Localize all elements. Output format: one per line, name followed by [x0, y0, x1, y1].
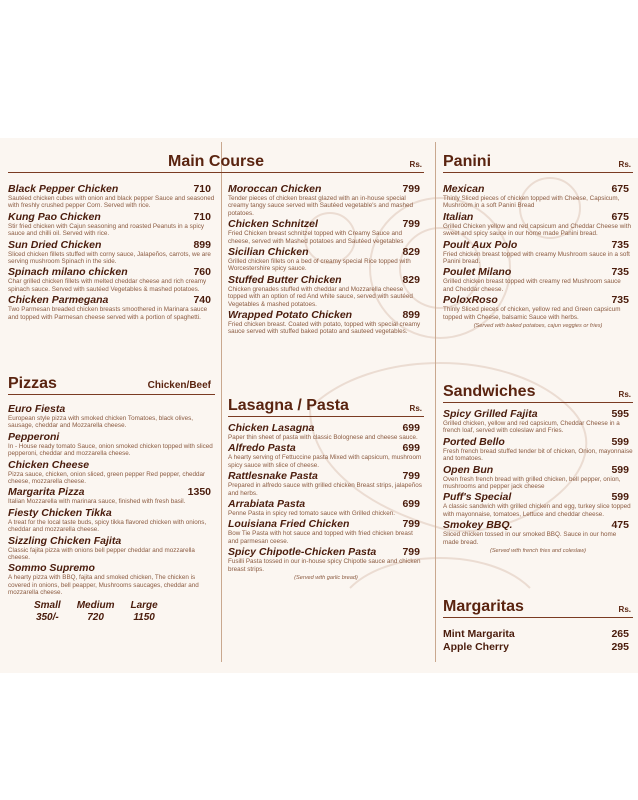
item-name: Pepperoni — [8, 430, 60, 443]
item-price: 710 — [193, 210, 211, 223]
item-description: Two Parmesan breaded chicken breasts smoothered in Marinara sauce and topped with Parmesan cheese served with a portion of spaghetti. — [8, 306, 208, 321]
item-description: Grilled chicken fillets on a bed of creamy special Rice topped with Worcestershire spicy sauce. — [228, 258, 411, 273]
sandwiches-list — [443, 408, 633, 554]
item-price: 295 — [611, 641, 629, 653]
item-name: Sun Dried Chicken — [8, 238, 102, 251]
item-description: Paper thin sheet of pasta with classic Bolognese and cheese sauce. — [228, 434, 418, 441]
item-name: Euro Fiesta — [8, 403, 66, 415]
item-description: Classic fajita pizza with onions bell pepper cheddar and mozzarella cheese. — [8, 546, 195, 562]
menu-item — [228, 422, 424, 441]
menu-item — [443, 408, 633, 435]
main-course-left — [8, 183, 215, 322]
item-price: 735 — [611, 266, 629, 279]
item-name: Black Pepper Chicken — [8, 183, 119, 195]
margaritas-list — [443, 628, 633, 654]
pizza-size — [34, 600, 61, 624]
item-description: A treat for the local taste buds, spicy tikka flavored chicken with onions, cheddar and mozzarella cheese. — [8, 518, 207, 534]
menu-item — [443, 436, 633, 463]
size-label: Medium — [76, 599, 115, 611]
menu-item — [228, 183, 424, 217]
item-description: A hearty pizza with BBQ, fajita and smoked chicken, The chicken is covered in onions, bell peapper, Mushrooms saucages, cheddar and mozzarella cheese. — [8, 574, 199, 597]
item-name: Italian — [443, 210, 474, 223]
item-price: 735 — [611, 294, 629, 307]
item-name: Mexican — [443, 183, 485, 195]
item-name: Spicy Grilled Fajita — [443, 408, 538, 420]
item-description: Prepared in alfredo sauce with grilled chicken Breast strips, jalapeños and herbs. — [228, 482, 422, 497]
menu-item — [443, 628, 633, 640]
menu-item — [443, 239, 633, 266]
item-name: Puff's Special — [443, 491, 512, 504]
item-description: Grilled Chicken yellow and red capsicum and Cheddar Cheese with sweet and spicy sauce in our home made Panini bread. — [443, 222, 631, 238]
margaritas-title: Margaritas — [443, 598, 524, 615]
item-name: Moroccan Chicken — [228, 183, 322, 195]
menu-item — [8, 459, 215, 486]
item-name: Chicken Schnitzel — [228, 218, 318, 231]
item-description: Thinly Sliced pieces of chicken topped with Cheese, Capsicum, Mushroom in a soft Panini Bread — [443, 195, 620, 210]
main-course-right — [228, 183, 424, 337]
lasagna-title: Lasagna / Pasta — [228, 397, 349, 414]
panini-currency: Rs. — [618, 160, 631, 169]
pizzas-title: Pizzas — [8, 375, 57, 392]
panini-header — [443, 148, 633, 173]
item-description: Stir fried chicken with Cajun seasoning and roasted Peanuts in a spicy sauce and chilli oil. Served with rice. — [8, 222, 205, 238]
menu-item — [8, 431, 215, 458]
item-name: Rattlesnake Pasta — [228, 470, 318, 483]
pizza-size — [77, 600, 115, 624]
item-description: Oven fresh french bread with grilled chicken, bell pepper, onion, mushrooms and pepper jack cheese — [443, 475, 621, 491]
item-description: Fried Chicken breast schnitzel topped with Creamy Sauce and cheese, served with Mashed potatoes and Sautéed vegetables — [228, 230, 404, 245]
lasagna-currency: Rs. — [409, 404, 422, 413]
menu-item — [8, 294, 215, 321]
item-name: Kung Pao Chicken — [8, 210, 101, 223]
item-name: Poulet Milano — [443, 266, 512, 279]
menu-item — [8, 507, 215, 534]
item-name: Spinach milano chicken — [8, 266, 128, 279]
item-price: 829 — [402, 246, 420, 259]
item-description: European style pizza with smoked chicken Tomatoes, black olives, sausage, cheddar and Mozzarella cheese. — [8, 415, 194, 430]
panini-list — [443, 183, 633, 329]
item-price: 599 — [611, 463, 629, 476]
item-price: 699 — [402, 498, 420, 511]
item-price: 710 — [193, 183, 211, 195]
menu-item — [443, 294, 633, 321]
item-description: Fried chicken breast topped with creamy Mushroom sauce in a soft Panini bread. — [443, 250, 630, 266]
menu-item — [443, 266, 633, 293]
item-price: 829 — [402, 273, 420, 286]
lasagna-header — [228, 392, 424, 417]
item-description: In - House ready tomato Sauce, onion smoked chicken topped with sliced pepperoni, cheddar and mozzarella cheese. — [8, 442, 213, 458]
item-name: Ported Bello — [443, 435, 505, 448]
item-price: 799 — [402, 183, 420, 195]
menu-item — [8, 211, 215, 238]
menu-item — [228, 309, 424, 336]
sandwiches-title: Sandwiches — [443, 383, 536, 400]
item-name: Spicy Chipotle-Chicken Pasta — [228, 546, 377, 559]
pizzas-header — [8, 370, 215, 395]
main-course-header — [8, 148, 424, 173]
item-description: Thinly Sliced pieces of chicken, yellow red and Green capsicum topped with Cheese, balsamic Sauce with herbs. — [443, 306, 621, 321]
menu-item — [443, 519, 633, 546]
menu-item — [228, 470, 424, 497]
item-name: Open Bun — [443, 463, 494, 476]
menu-item — [228, 246, 424, 273]
item-price: 675 — [611, 183, 629, 195]
menu-item — [8, 403, 215, 430]
item-name: Stuffed Butter Chicken — [228, 273, 342, 286]
menu-item — [8, 535, 215, 562]
item-name: Louisiana Fried Chicken — [228, 518, 350, 531]
margaritas-header — [443, 593, 633, 618]
item-price: 699 — [402, 422, 420, 434]
item-price: 799 — [402, 518, 420, 531]
serving-note: (Served with garlic bread) — [294, 575, 358, 582]
panini-title: Panini — [443, 153, 492, 170]
item-description: Italian Mozzarella with marinara sauce, finished with fresh basil. — [8, 498, 186, 506]
item-name: Apple Cherry — [443, 641, 509, 653]
serving-note: (Served with baked potatoes, cajun veggies or fries) — [473, 323, 603, 330]
pizza-size — [130, 600, 157, 624]
item-description: Fresh french bread stuffed tender bit of chicken, Onion, mayonnaise and tomatoes. — [443, 447, 633, 463]
menu-item — [443, 464, 633, 491]
item-price: 475 — [611, 519, 629, 532]
menu-sheet — [0, 138, 638, 673]
item-price: 760 — [193, 266, 211, 279]
item-description: Grilled chicken, yellow and red capsicum, Cheddar Cheese in a french loaf, served with coleslaw and Fries. — [443, 420, 620, 435]
item-name: Chicken Cheese — [8, 458, 90, 471]
size-label: Large — [130, 599, 158, 611]
item-price: 595 — [611, 408, 629, 420]
menu-item — [8, 562, 215, 596]
item-description: Sliced chicken tossed in our smoked BBQ. Sauce in our home made bread. — [443, 531, 617, 546]
menu-item — [228, 518, 424, 545]
menu-item — [8, 239, 215, 266]
item-description: Fusilli Pasta tossed in our in-house spicy Chipotle sauce and chicken breast strips. — [228, 558, 421, 573]
menu-item — [443, 641, 633, 653]
column-divider — [435, 142, 436, 662]
size-price: 720 — [87, 611, 104, 623]
item-name: Mint Margarita — [443, 628, 515, 640]
item-name: Wrapped Potato Chicken — [228, 309, 353, 322]
main-course-currency: Rs. — [409, 160, 422, 169]
item-name: PoloxRoso — [443, 294, 498, 307]
item-price: 799 — [402, 546, 420, 559]
menu-item — [8, 266, 215, 293]
item-description: Tender pieces of chicken breast glazed with an in-house special creamy tangy sauce served with Sautéed vegetable's and mashed potatoes. — [228, 195, 413, 217]
item-description: Pizza sauce, chicken, onion sliced, green pepper Red pepper, cheddar cheese, mozzarella cheese. — [8, 470, 206, 486]
item-name: Chicken Parmegana — [8, 294, 109, 307]
item-name: Poult Aux Polo — [443, 238, 518, 251]
item-price: 599 — [611, 435, 629, 448]
lasagna-list — [228, 422, 424, 581]
item-name: Fiesty Chicken Tikka — [8, 506, 112, 519]
item-name: Sizzling Chicken Fajita — [8, 534, 122, 547]
menu-item — [443, 183, 633, 210]
size-price: 1150 — [133, 611, 155, 623]
item-price: 699 — [402, 442, 420, 455]
pizzas-type-label: Chicken/Beef — [147, 380, 211, 391]
item-description: A classic sandwich with grilled chicken and egg, turkey slice topped with mayonnaise, tomatoes, Lettuce and cheddar cheese. — [443, 503, 631, 518]
sandwiches-currency: Rs. — [618, 390, 631, 399]
item-description: Char grilled chicken fillets with melted cheddar cheese and rich creamy spinach sauce. Served with sautéed Vegetables & mashed potatoes. — [8, 278, 207, 293]
item-price: 740 — [193, 294, 211, 307]
item-name: Sommo Supremo — [8, 562, 95, 575]
sandwiches-header — [443, 378, 633, 403]
item-name: Alfredo Pasta — [228, 442, 296, 455]
item-price: 899 — [193, 238, 211, 251]
margaritas-currency: Rs. — [618, 605, 631, 614]
menu-item — [228, 274, 424, 308]
item-name: Smokey BBQ. — [443, 519, 513, 532]
menu-item — [228, 218, 424, 245]
item-description: Bow Tie Pasta with hot sauce and topped with fried chicken breast and parmesan ceese. — [228, 530, 413, 545]
item-name: Chicken Lasagna — [228, 422, 315, 434]
menu-item — [443, 491, 633, 518]
menu-item — [228, 442, 424, 469]
menu-item — [443, 211, 633, 238]
main-course-title: Main Course — [168, 153, 265, 170]
size-label: Small — [34, 599, 61, 611]
item-price: 675 — [611, 210, 629, 223]
item-description: Sliced chicken fillets stuffed with corny sauce, Jalapeños, carrots, we are serving mushroom Spinach in the side. — [8, 250, 211, 266]
pizza-sizes — [8, 600, 215, 624]
pizzas-list — [8, 403, 215, 624]
menu-item — [8, 183, 215, 210]
item-name: Arrabiata Pasta — [228, 498, 306, 511]
item-price: 265 — [611, 628, 629, 640]
item-description: Grilled chicken breast topped with creamy red Mushroom sauce and Cheddar cheese. — [443, 278, 621, 293]
menu-item — [8, 486, 215, 505]
item-description: Sautéed chicken cubes with onion and black pepper Sauce and seasoned with freshly crushed pepper Corn. Served with rice. — [8, 195, 215, 210]
item-price: 799 — [402, 218, 420, 231]
menu-item — [228, 546, 424, 573]
menu-item — [228, 498, 424, 517]
item-price: 799 — [402, 470, 420, 483]
item-description: Penne Pasta in spicy red tomato sauce with Grilled chicken. — [228, 510, 395, 518]
item-price: 899 — [402, 309, 420, 322]
item-description: A hearty serving of Fettuccine pasta Mixed with capsicum, mushroom spicy sauce with slice of cheese. — [228, 454, 422, 469]
item-price: 735 — [611, 238, 629, 251]
column-divider — [221, 142, 222, 662]
serving-note: (Served with french fries and coleslaw) — [489, 548, 587, 555]
item-price: 599 — [611, 491, 629, 504]
item-description: Chicken grenades stuffed with cheddar and Mozzarella cheese topped with an option of red And white sauce, served with sautéed Vegetables & mashed potatoes. — [228, 285, 413, 308]
size-price: 350/- — [35, 611, 59, 623]
item-description: Fried chicken breast. Coated with potato, topped with special creamy sauce served with stuffed baked potato and sauteed vegetables. — [228, 321, 421, 336]
item-name: Margarita Pizza — [8, 486, 85, 499]
item-name: Sicilian Chicken — [228, 246, 309, 259]
item-price: 1350 — [187, 486, 211, 499]
